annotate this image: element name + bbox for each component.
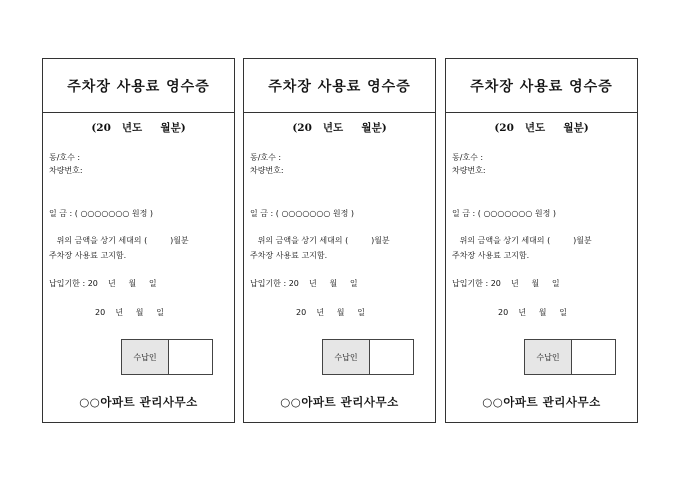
receipt-1: [42, 58, 235, 423]
stamp-label: 수납인: [323, 340, 370, 374]
stamp-space: [572, 340, 615, 374]
billing-period: (20 년도 월분): [91, 122, 186, 134]
amount-line: 일 금 : ( ○○○○○○○ 원정 ): [49, 209, 153, 218]
amount-line: 일 금 : ( ○○○○○○○ 원정 ): [250, 209, 354, 218]
receipt-title: 주차장 사용료 영수증: [43, 59, 234, 113]
due-date-line: 납입기한 : 20 년 월 일: [250, 279, 358, 288]
unit-label: 동/호수 :: [250, 153, 282, 162]
receipt-title: 주차장 사용료 영수증: [244, 59, 435, 113]
notice-line-2: 주차장 사용료 고지함.: [452, 251, 530, 260]
stamp-label: 수납인: [122, 340, 169, 374]
notice-line-2: 주차장 사용료 고지함.: [49, 251, 127, 260]
stamp-box: [322, 339, 414, 375]
issue-date-line: 20 년 월 일: [95, 308, 164, 317]
receipt-3: [445, 58, 638, 423]
office-name: ○○아파트 관리사무소: [280, 395, 399, 409]
notice-line-1: 위의 금액을 상기 세대의 ( )월분: [49, 236, 189, 245]
stamp-space: [370, 340, 413, 374]
notice-line-2: 주차장 사용료 고지함.: [250, 251, 328, 260]
stamp-space: [169, 340, 212, 374]
vehicle-label: 차량번호:: [49, 166, 83, 175]
unit-label: 동/호수 :: [49, 153, 81, 162]
issue-date-line: 20 년 월 일: [296, 308, 365, 317]
stamp-box: [524, 339, 616, 375]
due-date-line: 납입기한 : 20 년 월 일: [452, 279, 560, 288]
stamp-label: 수납인: [525, 340, 572, 374]
billing-period: (20 년도 월분): [292, 122, 387, 134]
receipt-2: [243, 58, 436, 423]
vehicle-label: 차량번호:: [250, 166, 284, 175]
issue-date-line: 20 년 월 일: [498, 308, 567, 317]
due-date-line: 납입기한 : 20 년 월 일: [49, 279, 157, 288]
amount-line: 일 금 : ( ○○○○○○○ 원정 ): [452, 209, 556, 218]
office-name: ○○아파트 관리사무소: [79, 395, 198, 409]
unit-label: 동/호수 :: [452, 153, 484, 162]
vehicle-label: 차량번호:: [452, 166, 486, 175]
notice-line-1: 위의 금액을 상기 세대의 ( )월분: [250, 236, 390, 245]
stamp-box: [121, 339, 213, 375]
receipt-title: 주차장 사용료 영수증: [446, 59, 637, 113]
notice-line-1: 위의 금액을 상기 세대의 ( )월분: [452, 236, 592, 245]
billing-period: (20 년도 월분): [494, 122, 589, 134]
office-name: ○○아파트 관리사무소: [482, 395, 601, 409]
